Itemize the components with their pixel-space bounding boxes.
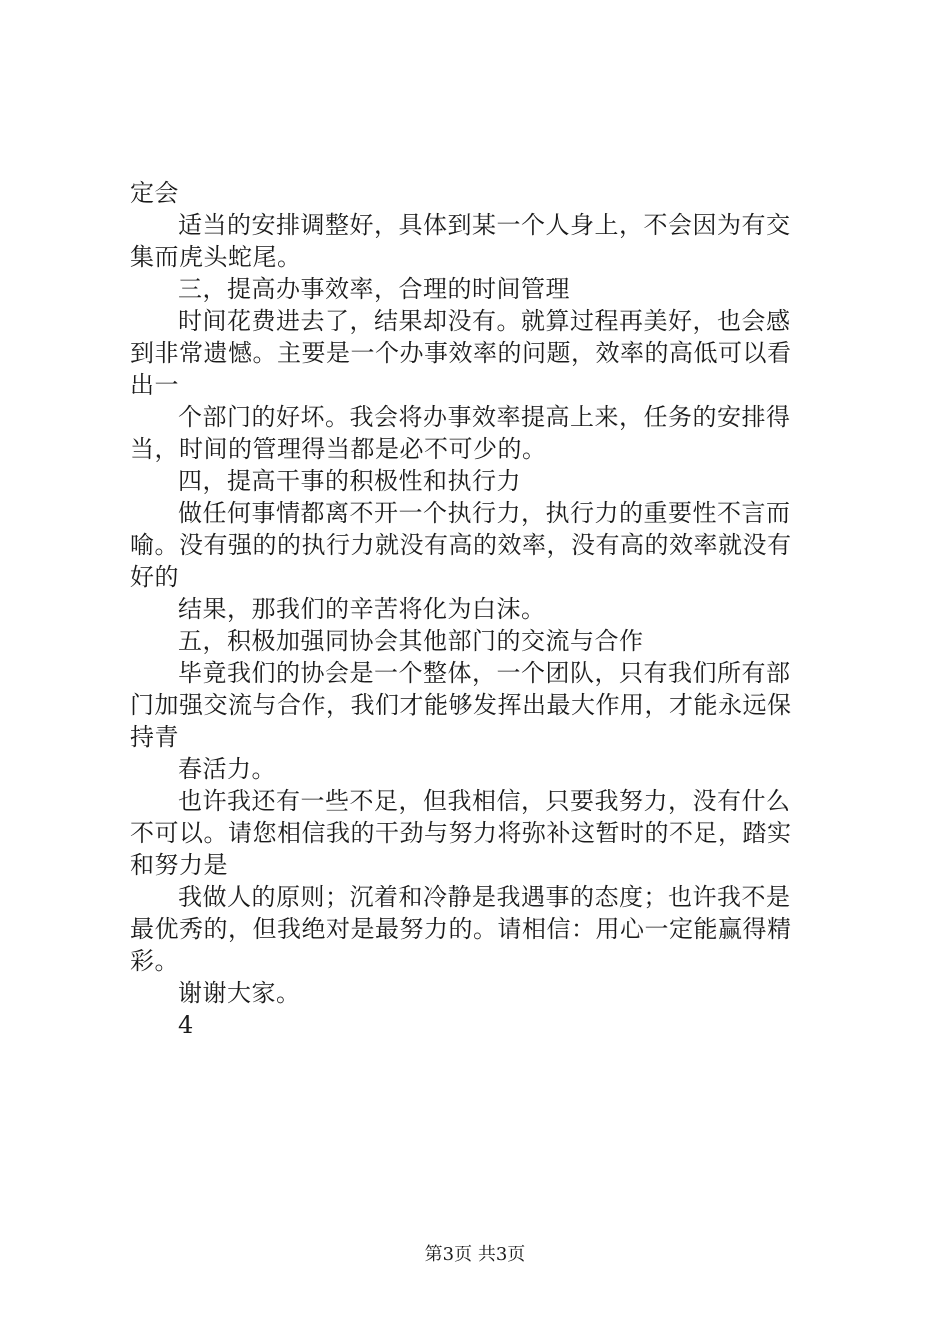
text-line: 门加强交流与合作，我们才能够发挥出最大作用，才能永远保: [130, 691, 792, 719]
text-line: 春活力。: [178, 755, 276, 783]
text-line: 到非常遗憾。主要是一个办事效率的问题，效率的高低可以看: [130, 339, 792, 367]
text-line: 我做人的原则；沉着和冷静是我遇事的态度；也许我不是: [178, 883, 791, 911]
text-line: 喻。没有强的的执行力就没有高的效率，没有高的效率就没有: [130, 531, 792, 559]
page-footer: 第3页 共3页: [424, 1244, 526, 1265]
text-line: 也许我还有一些不足，但我相信，只要我努力，没有什么: [178, 787, 791, 815]
text-line: 集而虎头蛇尾。: [130, 243, 302, 271]
text-line: 适当的安排调整好，具体到某一个人身上，不会因为有交: [178, 211, 791, 239]
text-line: 好的: [130, 563, 179, 591]
text-line: 毕竟我们的协会是一个整体，一个团队，只有我们所有部: [178, 659, 791, 687]
text-line: 出一: [130, 371, 179, 399]
text-line: 做任何事情都离不开一个执行力，执行力的重要性不言而: [178, 499, 791, 527]
text-line: 最优秀的，但我绝对是最努力的。请相信：用心一定能赢得精: [130, 915, 792, 943]
text-line: 定会: [130, 179, 179, 207]
text-line: 个部门的好坏。我会将办事效率提高上来，任务的安排得: [178, 403, 791, 431]
section-heading: 五，积极加强同协会其他部门的交流与合作: [178, 627, 644, 655]
text-line: 持青: [130, 723, 179, 751]
text-line: 时间花费进去了，结果却没有。就算过程再美好，也会感: [178, 307, 791, 335]
text-line: 4: [178, 1011, 194, 1039]
text-line: 彩。: [130, 947, 179, 975]
text-line: 谢谢大家。: [178, 979, 301, 1007]
text-line: 不可以。请您相信我的干劲与努力将弥补这暂时的不足，踏实: [130, 819, 792, 847]
text-line: 结果，那我们的辛苦将化为白沫。: [178, 595, 546, 623]
section-heading: 三，提高办事效率，合理的时间管理: [178, 275, 570, 303]
text-line: 和努力是: [130, 851, 228, 879]
text-line: 当，时间的管理得当都是必不可少的。: [130, 435, 547, 463]
section-heading: 四，提高干事的积极性和执行力: [178, 467, 521, 495]
